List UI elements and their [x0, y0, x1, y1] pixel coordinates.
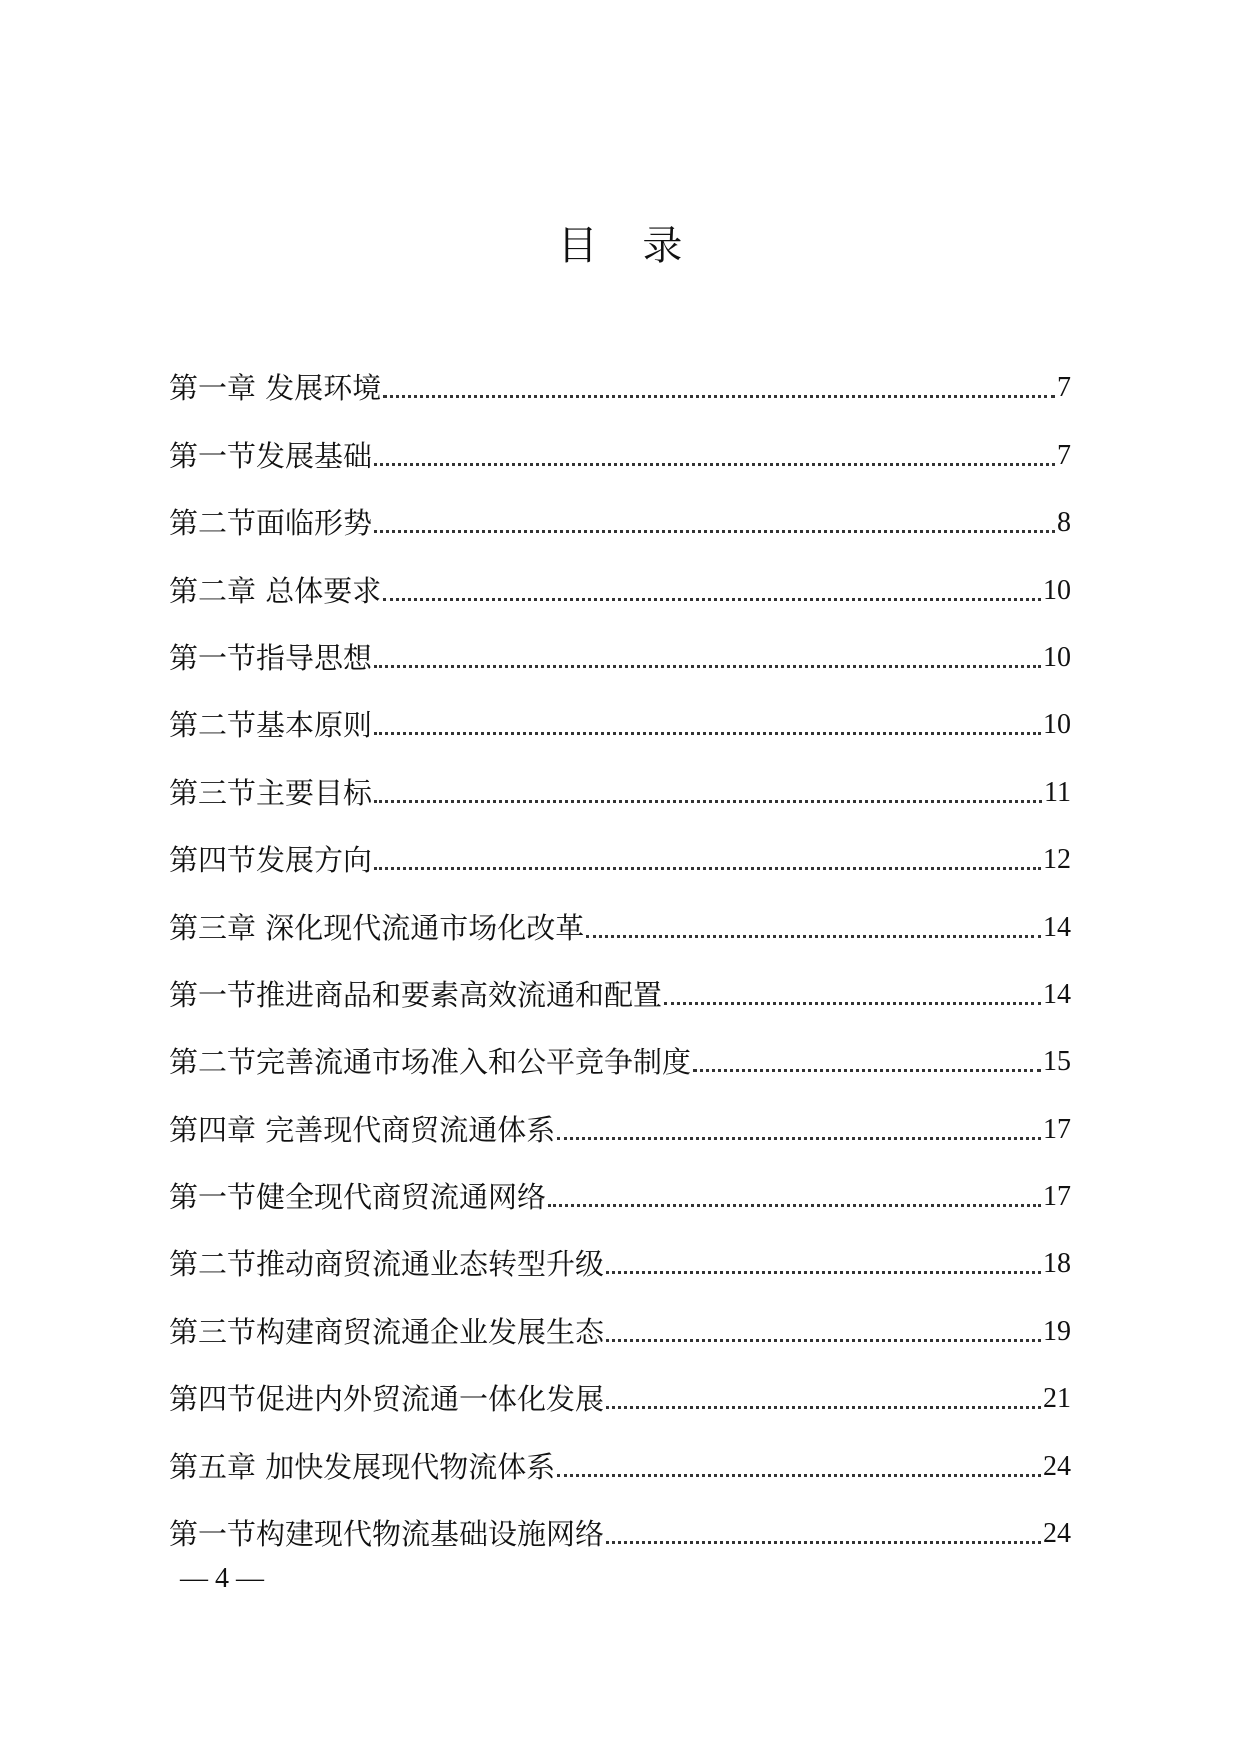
toc-entry-label: 第三节构建商贸流通企业发展生态	[169, 1314, 605, 1349]
toc-entry-page-number: 12	[1043, 844, 1071, 876]
toc-entry-page-number: 24	[1043, 1518, 1071, 1550]
toc-dot-leader	[586, 935, 1041, 938]
toc-entry[interactable]	[169, 1284, 1071, 1351]
toc-entry-label: 第二节面临形势	[169, 506, 373, 541]
toc-entry-label: 第二节完善流通市场准入和公平竞争制度	[169, 1045, 692, 1080]
toc-dot-leader	[383, 598, 1041, 601]
toc-entry-page-number: 21	[1043, 1383, 1071, 1415]
toc-entry-page-number: 15	[1043, 1046, 1071, 1078]
toc-entry-page-number: 10	[1043, 574, 1071, 606]
toc-dot-leader	[374, 530, 1055, 533]
toc-dot-leader	[606, 1339, 1041, 1342]
toc-entry-page-number: 19	[1043, 1315, 1071, 1347]
toc-entry[interactable]	[169, 611, 1071, 678]
toc-entry-page-number: 17	[1043, 1181, 1071, 1213]
toc-entry-page-number: 14	[1043, 911, 1071, 943]
toc-dot-leader	[557, 1137, 1041, 1140]
toc-entry[interactable]	[169, 678, 1071, 745]
toc-entry-page-number: 7	[1057, 372, 1071, 404]
toc-entry[interactable]	[169, 1487, 1071, 1554]
toc-entry-label: 第二节基本原则	[169, 708, 373, 743]
toc-entry[interactable]	[169, 1082, 1071, 1149]
toc-entry-page-number: 14	[1043, 978, 1071, 1010]
toc-entry[interactable]	[169, 1352, 1071, 1419]
toc-entry[interactable]	[169, 1015, 1071, 1082]
toc-entry-label: 第一节发展基础	[169, 438, 373, 473]
toc-entry[interactable]	[169, 408, 1071, 475]
toc-entry-page-number: 7	[1057, 439, 1071, 471]
toc-entry[interactable]	[169, 948, 1071, 1015]
toc-entry[interactable]	[169, 1217, 1071, 1284]
toc-dot-leader	[557, 1474, 1041, 1477]
toc-entry-page-number: 8	[1057, 507, 1071, 539]
toc-dot-leader	[374, 665, 1041, 668]
toc-dot-leader	[606, 1406, 1041, 1409]
toc-entry-label: 第四节发展方向	[169, 843, 373, 878]
toc-entry-label: 第五章 加快发展现代物流体系	[169, 1449, 556, 1484]
toc-entry[interactable]	[169, 341, 1071, 408]
toc-entry-label: 第一节指导思想	[169, 640, 373, 675]
toc-entry-page-number: 10	[1043, 641, 1071, 673]
toc-entry-label: 第一章 发展环境	[169, 371, 382, 406]
toc-entry-label: 第一节构建现代物流基础设施网络	[169, 1517, 605, 1552]
toc-entry[interactable]	[169, 1419, 1071, 1486]
toc-entry-page-number: 24	[1043, 1450, 1071, 1482]
toc-entry-page-number: 18	[1043, 1248, 1071, 1280]
toc-dot-leader	[664, 1002, 1041, 1005]
toc-entry-label: 第四章 完善现代商贸流通体系	[169, 1112, 556, 1147]
toc-entry[interactable]	[169, 745, 1071, 812]
toc-entry[interactable]	[169, 476, 1071, 543]
toc-dot-leader	[606, 1271, 1041, 1274]
toc-dot-leader	[693, 1069, 1041, 1072]
toc-entry-page-number: 11	[1044, 776, 1071, 808]
toc-entry-label: 第二节推动商贸流通业态转型升级	[169, 1247, 605, 1282]
toc-entry-page-number: 17	[1043, 1113, 1071, 1145]
toc-entry[interactable]	[169, 543, 1071, 610]
toc-dot-leader	[374, 867, 1041, 870]
page-number: — 4 —	[180, 1563, 264, 1594]
toc-entry-label: 第四节促进内外贸流通一体化发展	[169, 1382, 605, 1417]
toc-entry-label: 第三节主要目标	[169, 775, 373, 810]
toc-dot-leader	[374, 800, 1042, 803]
toc-entry[interactable]	[169, 1150, 1071, 1217]
table-of-contents	[169, 341, 1071, 1554]
toc-dot-leader	[383, 395, 1055, 398]
toc-entry-label: 第一节健全现代商贸流通网络	[169, 1180, 547, 1215]
toc-entry[interactable]	[169, 880, 1071, 947]
toc-entry-label: 第一节推进商品和要素高效流通和配置	[169, 977, 663, 1012]
toc-dot-leader	[374, 732, 1041, 735]
toc-dot-leader	[606, 1541, 1041, 1544]
toc-entry-page-number: 10	[1043, 709, 1071, 741]
toc-dot-leader	[374, 463, 1055, 466]
page-title: 目 录	[557, 223, 699, 269]
toc-entry-label: 第三章 深化现代流通市场化改革	[169, 910, 585, 945]
toc-dot-leader	[548, 1204, 1041, 1207]
toc-entry-label: 第二章 总体要求	[169, 573, 382, 608]
toc-entry[interactable]	[169, 813, 1071, 880]
